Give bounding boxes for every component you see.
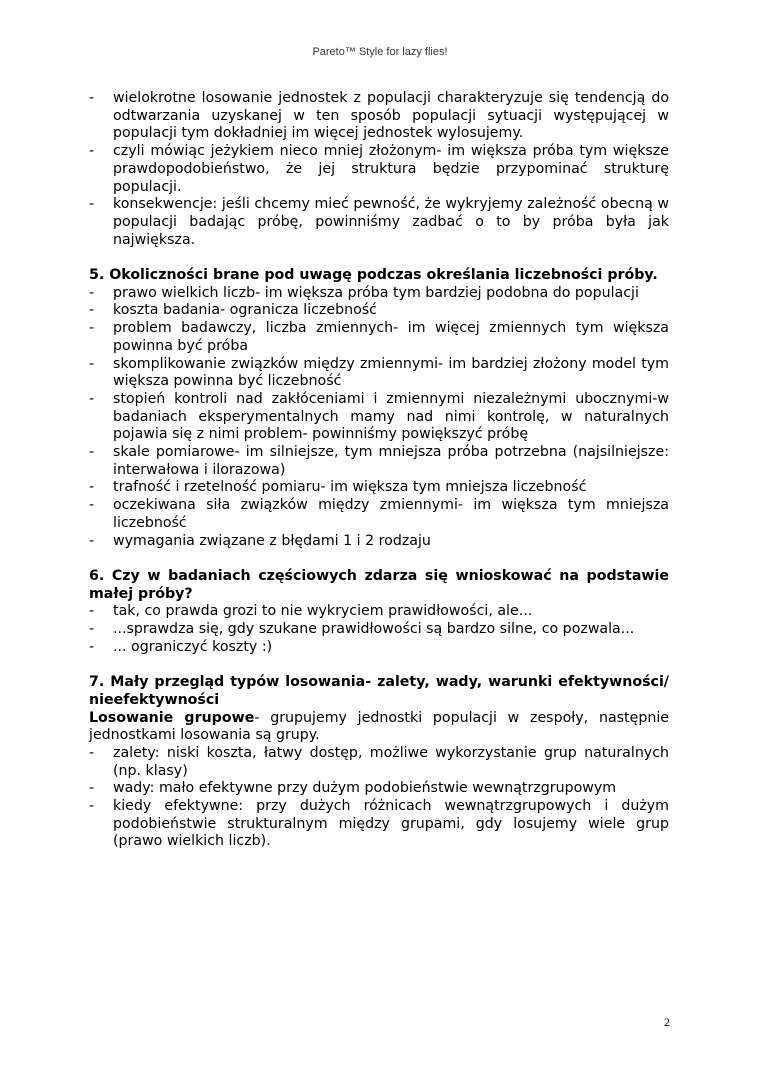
section-7-list — [89, 745, 669, 851]
list-item: - wymagania związane z błędami 1 i 2 rodzaju — [89, 533, 669, 551]
list-item: - zalety: niski koszta, łatwy dostęp, możliwe wykorzystanie grup naturalnych (np. klasy) — [89, 745, 669, 780]
grouped-sampling-definition: - grupujemy jednostki populacji w zespoły, następnie jednostkami losowania są grupy. — [89, 709, 669, 744]
section-7-heading: 7. Mały przegląd typów losowania- zalety, wady, warunki efektywności/ nieefektywności — [89, 674, 669, 708]
list-item: - ...sprawdza się, gdy szukane prawidłowości są bardzo silne, co pozwala... — [89, 621, 669, 639]
list-item: - stopień kontroli nad zakłóceniami i zmiennymi niezależnymi ubocznymi-w badaniach eksperymentalnych mamy nad nimi kontrolę, w naturalnych pojawia się z nimi problem- powinniśmy powiększyć próbę — [89, 391, 669, 444]
section-5-list — [89, 285, 669, 551]
section-6-list — [89, 603, 669, 656]
section-5-heading: 5. Okoliczności brane pod uwagę podczas określania liczebności próby. — [89, 267, 658, 284]
intro-list — [89, 90, 669, 249]
page-number: 2 — [664, 1015, 670, 1029]
list-item: - czyli mówiąc jeżykiem nieco mniej złożonym- im większa próba tym większe prawdopodobieństwo, że jej struktura będzie przypominać strukturę populacji. — [89, 143, 669, 196]
list-item: - koszta badania- ogranicza liczebność — [89, 302, 669, 320]
list-item: - oczekiwana siła związków między zmiennymi- im większa tym mniejsza liczebność — [89, 497, 669, 532]
list-item: - prawo wielkich liczb- im większa próba tym bardziej podobna do populacji — [89, 285, 669, 303]
list-item: - konsekwencje: jeśli chcemy mieć pewność, że wykryjemy zależność obecną w populacji badając próbę, powinniśmy zadbać o to by próba była jak największa. — [89, 196, 669, 249]
document-body — [89, 90, 669, 851]
list-item: - kiedy efektywne: przy dużych różnicach wewnątrzgrupowych i dużym podobieństwie strukturalnym między grupami, gdy losujemy wiele grup (prawo wielkich liczb). — [89, 798, 669, 851]
list-item: - skomplikowanie związków między zmiennymi- im bardziej złożony model tym większa powinna być liczebność — [89, 356, 669, 391]
grouped-sampling-term: Losowanie grupowe — [89, 709, 255, 726]
section-6-heading: 6. Czy w badaniach częściowych zdarza się wnioskować na podstawie małej próby? — [89, 567, 669, 602]
list-item: - wielokrotne losowanie jednostek z populacji charakteryzuje się tendencją do odtwarzania uzyskanej w ten sposób populacji sytuacji występującej w populacji tym dokładniej im więcej jednostek wylosujemy. — [89, 90, 669, 143]
list-item: - skale pomiarowe- im silniejsze, tym mniejsza próba potrzebna (najsilniejsze: interwałowa i ilorazowa) — [89, 444, 669, 479]
list-item: - tak, co prawda grozi to nie wykryciem prawidłowości, ale... — [89, 603, 669, 621]
list-item: - problem badawczy, liczba zmiennych- im więcej zmiennych tym większa powinna być próba — [89, 320, 669, 355]
list-item: - trafność i rzetelność pomiaru- im większa tym mniejsza liczebność — [89, 479, 669, 497]
page-header: Pareto™ Style for lazy flies! — [312, 46, 448, 58]
list-item: - ... ograniczyć koszty :) — [89, 639, 669, 657]
grouped-sampling-paragraph — [89, 710, 669, 745]
list-item: - wady: mało efektywne przy dużym podobieństwie wewnątrzgrupowym — [89, 780, 669, 798]
